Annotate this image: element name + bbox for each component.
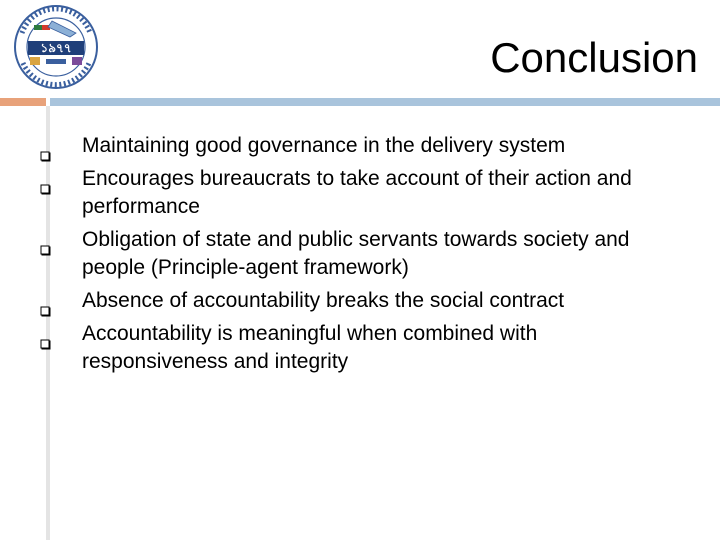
bullet-text: Maintaining good governance in the delivery system — [82, 134, 566, 157]
bullet-item — [40, 132, 680, 160]
bullet-text: Absence of accountability breaks the social contract — [82, 289, 565, 312]
square-outline-bullet-icon — [40, 175, 51, 186]
bullet-item — [40, 165, 680, 221]
square-outline-bullet-icon — [40, 142, 51, 153]
bullet-text: Encourages bureaucrats to take account of their action and performance — [82, 167, 632, 218]
header-rule-accent — [0, 98, 46, 106]
institution-logo-icon — [6, 3, 106, 91]
bullet-text: Accountability is meaningful when combined with responsiveness and integrity — [82, 322, 538, 373]
bullet-item — [40, 226, 680, 282]
square-outline-bullet-icon — [40, 330, 51, 341]
bullet-item — [40, 287, 680, 315]
header-rule — [50, 98, 720, 106]
bullet-list — [40, 132, 680, 381]
square-outline-bullet-icon — [40, 236, 51, 247]
svg-text:১৯৭৭: ১৯৭৭ — [40, 41, 72, 55]
square-outline-bullet-icon — [40, 297, 51, 308]
slide-title: Conclusion — [490, 34, 698, 81]
bullet-text: Obligation of state and public servants towards society and people (Principle-agent framework) — [82, 228, 630, 279]
bullet-item — [40, 320, 680, 376]
